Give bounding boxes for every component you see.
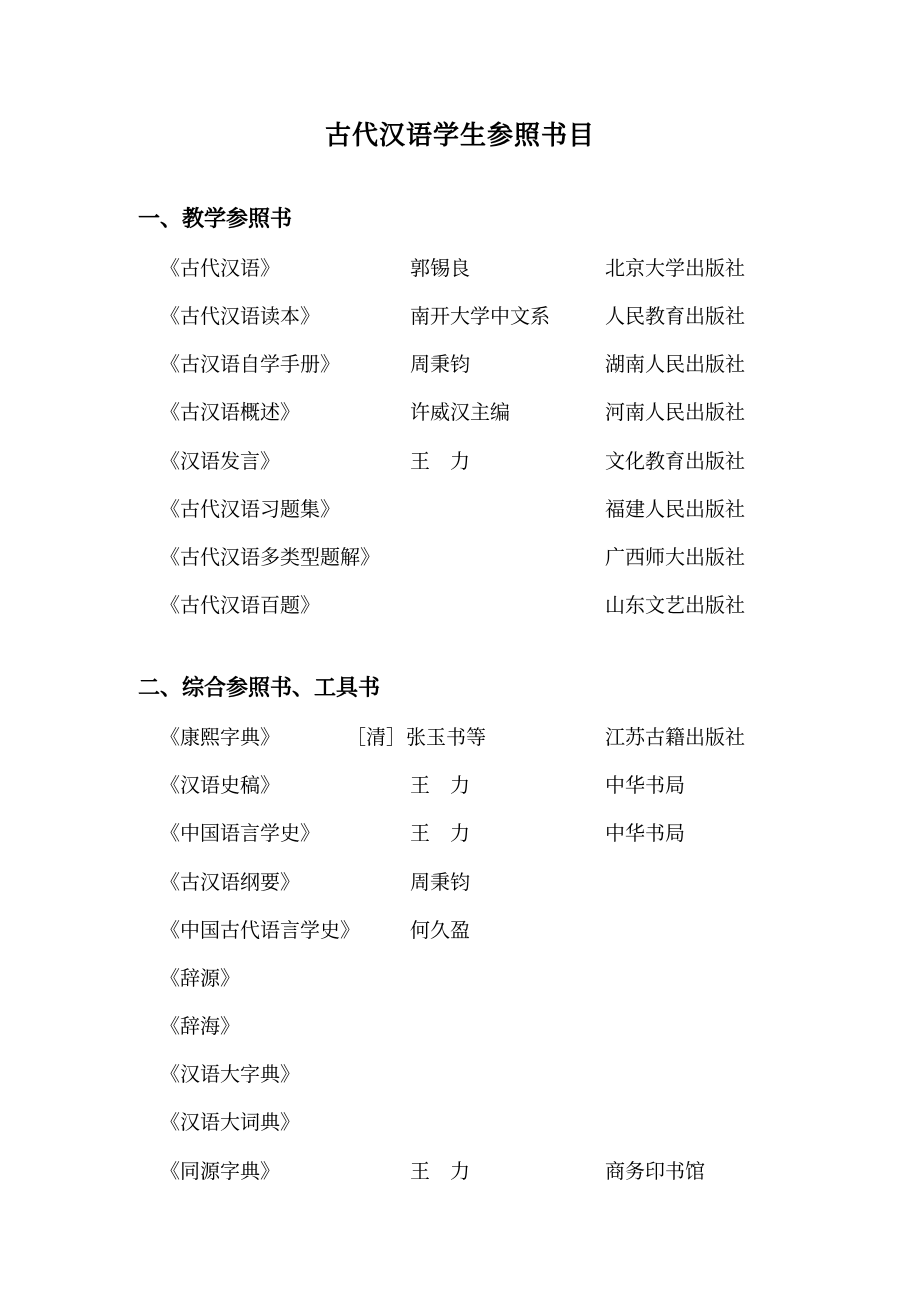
book-publisher: 文化教育出版社 (605, 449, 745, 473)
list-item (0, 541, 920, 573)
list-item (0, 252, 920, 284)
book-author: 王 力 (410, 773, 470, 797)
book-title: 《古代汉语习题集》 (160, 497, 340, 521)
book-publisher: 湖南人民出版社 (605, 352, 745, 376)
book-title: 《辞海》 (160, 1014, 240, 1038)
book-title: 《古代汉语多类型题解》 (160, 545, 380, 569)
book-title: 《汉语大词典》 (160, 1110, 300, 1134)
book-publisher: 广西师大出版社 (605, 545, 745, 569)
list-item (0, 866, 920, 898)
book-author: ［清］张玉书等 (346, 725, 486, 749)
book-publisher: 商务印书馆 (605, 1159, 705, 1183)
book-publisher: 福建人民出版社 (605, 497, 745, 521)
list-item (0, 1155, 920, 1187)
book-title: 《中国语言学史》 (160, 821, 320, 845)
book-title: 《古汉语自学手册》 (160, 352, 340, 376)
book-title: 《古代汉语读本》 (160, 304, 320, 328)
book-author: 何久盈 (410, 918, 470, 942)
book-author: 南开大学中文系 (410, 304, 550, 328)
book-author: 周秉钧 (410, 352, 470, 376)
book-publisher: 中华书局 (605, 821, 685, 845)
book-author: 王 力 (410, 821, 470, 845)
book-publisher: 江苏古籍出版社 (605, 725, 745, 749)
book-title: 《汉语史稿》 (160, 773, 280, 797)
section-heading-reference: 二、综合参照书、工具书 (138, 676, 381, 701)
book-publisher: 山东文艺出版社 (605, 593, 745, 617)
book-title: 《古代汉语》 (160, 256, 280, 280)
book-author: 王 力 (410, 449, 470, 473)
book-publisher: 中华书局 (605, 773, 685, 797)
book-publisher: 人民教育出版社 (605, 304, 745, 328)
book-author: 周秉钧 (410, 870, 470, 894)
book-author: 郭锡良 (410, 256, 470, 280)
book-publisher: 北京大学出版社 (605, 256, 745, 280)
book-title: 《汉语发言》 (160, 449, 280, 473)
book-author: 许威汉主编 (410, 400, 510, 424)
list-item (0, 589, 920, 621)
list-item (0, 445, 920, 477)
book-author: 王 力 (410, 1159, 470, 1183)
book-title: 《古汉语概述》 (160, 400, 300, 424)
list-item (0, 396, 920, 428)
list-item (0, 493, 920, 525)
list-item (0, 1106, 920, 1138)
book-title: 《汉语大字典》 (160, 1062, 300, 1086)
book-title: 《古代汉语百题》 (160, 593, 320, 617)
book-title: 《古汉语纲要》 (160, 870, 300, 894)
list-item (0, 1058, 920, 1090)
book-title: 《康熙字典》 (160, 725, 280, 749)
list-item (0, 348, 920, 380)
list-item (0, 914, 920, 946)
book-title: 《辞源》 (160, 966, 240, 990)
list-item (0, 769, 920, 801)
list-item (0, 817, 920, 849)
list-item (0, 300, 920, 332)
section-heading-teaching: 一、教学参照书 (138, 207, 293, 232)
list-item (0, 962, 920, 994)
list-item (0, 1010, 920, 1042)
list-item (0, 721, 920, 753)
document-title: 古代汉语学生参照书目 (324, 121, 595, 151)
book-title: 《中国古代语言学史》 (160, 918, 360, 942)
book-publisher: 河南人民出版社 (605, 400, 745, 424)
book-title: 《同源字典》 (160, 1159, 280, 1183)
